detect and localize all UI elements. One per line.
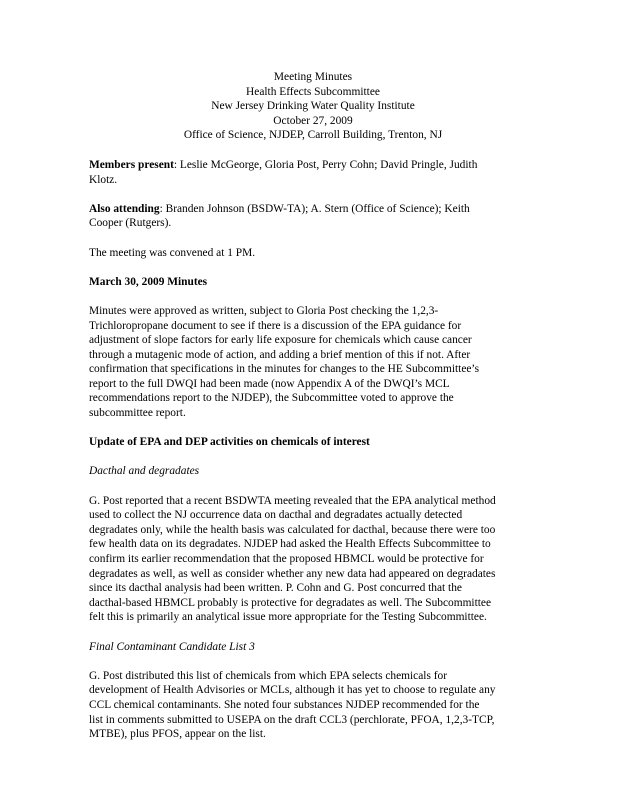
also-attending-text: : Branden Johnson (BSDW-TA); A. Stern (Office of Science); Keith (159, 202, 470, 215)
members-present-paragraph (89, 158, 537, 187)
paragraph-line: G. Post distributed this list of chemicals from which EPA selects chemicals for (89, 669, 448, 682)
ccl3-subheading: Final Contaminant Candidate List 3 (89, 640, 255, 653)
paragraph-line: MTBE), plus PFOS, appear on the list. (89, 728, 266, 741)
paragraph-line: degradates only, while the health basis was calculated for dacthal, because there were too (89, 523, 496, 536)
paragraph-line: dacthal-based HBMCL probably is protective for degradates as well. The Subcommittee (89, 596, 492, 609)
paragraph-line: Trichloropropane document to see if there is a discussion of the EPA guidance for (89, 319, 462, 332)
paragraph-line: list in comments submitted to USEPA on the draft CCL3 (perchlorate, PFOA, 1,2,3-TCP, (89, 713, 495, 726)
paragraph-line: adjustment of slope factors for early life exposure for chemicals which cause cancer (89, 334, 472, 347)
paragraph-line: report to the full DWQI had been made (now Appendix A of the DWQI’s MCL (89, 377, 450, 390)
ccl3-paragraph (89, 669, 537, 742)
header-subcommittee: Health Effects Subcommittee (246, 85, 380, 98)
paragraph-line: few health data on its degradates. NJDEP had asked the Health Effects Subcommittee to (89, 538, 491, 551)
dacthal-subheading: Dacthal and degradates (89, 465, 200, 478)
convened-paragraph: The meeting was convened at 1 PM. (89, 246, 256, 259)
paragraph-line: development of Health Advisories or MCLs, although it has yet to choose to regulate any (89, 684, 496, 697)
header-institute: New Jersey Drinking Water Quality Institute (211, 100, 415, 113)
header-location: Office of Science, NJDEP, Carroll Building, Trenton, NJ (183, 129, 443, 142)
paragraph-line: recommendations report to the NJDEP), the Subcommittee voted to approve the (89, 392, 454, 405)
also-attending-paragraph (89, 202, 537, 231)
also-attending-label: Also attending (89, 202, 160, 215)
paragraph-line: CCL chemical contaminants. She noted four substances NJDEP recommended for the (89, 698, 480, 711)
paragraph-line: G. Post reported that a recent BSDWTA meeting revealed that the EPA analytical method (89, 494, 496, 507)
paragraph-line: subcommittee report. (89, 407, 186, 420)
header-date: October 27, 2009 (273, 114, 353, 127)
document-header (89, 70, 537, 143)
members-present-text: : Leslie McGeorge, Gloria Post, Perry Cohn; David Pringle, Judith (173, 158, 478, 171)
paragraph-line: since its dacthal analysis had been written. P. Cohn and G. Post concurred that the (89, 582, 462, 595)
paragraph-line: used to collect the NJ occurrence data on dacthal and degradates actually detected (89, 509, 463, 522)
paragraph-line: felt this is primarily an analytical issue more appropriate for the Testing Subcommittee. (89, 611, 487, 624)
also-attending-text-cont: Cooper (Rutgers). (89, 217, 172, 230)
members-present-label: Members present (89, 158, 174, 171)
minutes-approval-heading: March 30, 2009 Minutes (89, 275, 208, 288)
dacthal-paragraph (89, 494, 537, 625)
paragraph-line: degradates as well, as well as consider whether any new data had appeared on degradates (89, 567, 496, 580)
document-page (89, 70, 537, 756)
epa-dep-update-heading: Update of EPA and DEP activities on chemicals of interest (89, 436, 370, 449)
paragraph-line: confirmation that specifications in the minutes for changes to the HE Subcommittee’s (89, 363, 480, 376)
paragraph-line: confirm its earlier recommendation that the proposed HBMCL would be protective for (89, 553, 484, 565)
minutes-approval-paragraph (89, 304, 537, 421)
header-title: Meeting Minutes (273, 71, 353, 83)
paragraph-line: Minutes were approved as written, subject to Gloria Post checking the 1,2,3- (89, 304, 439, 317)
members-present-text-cont: Klotz. (89, 173, 118, 186)
paragraph-line: through a mutagenic mode of action, and adding a brief mention of this if not. After (89, 348, 471, 361)
